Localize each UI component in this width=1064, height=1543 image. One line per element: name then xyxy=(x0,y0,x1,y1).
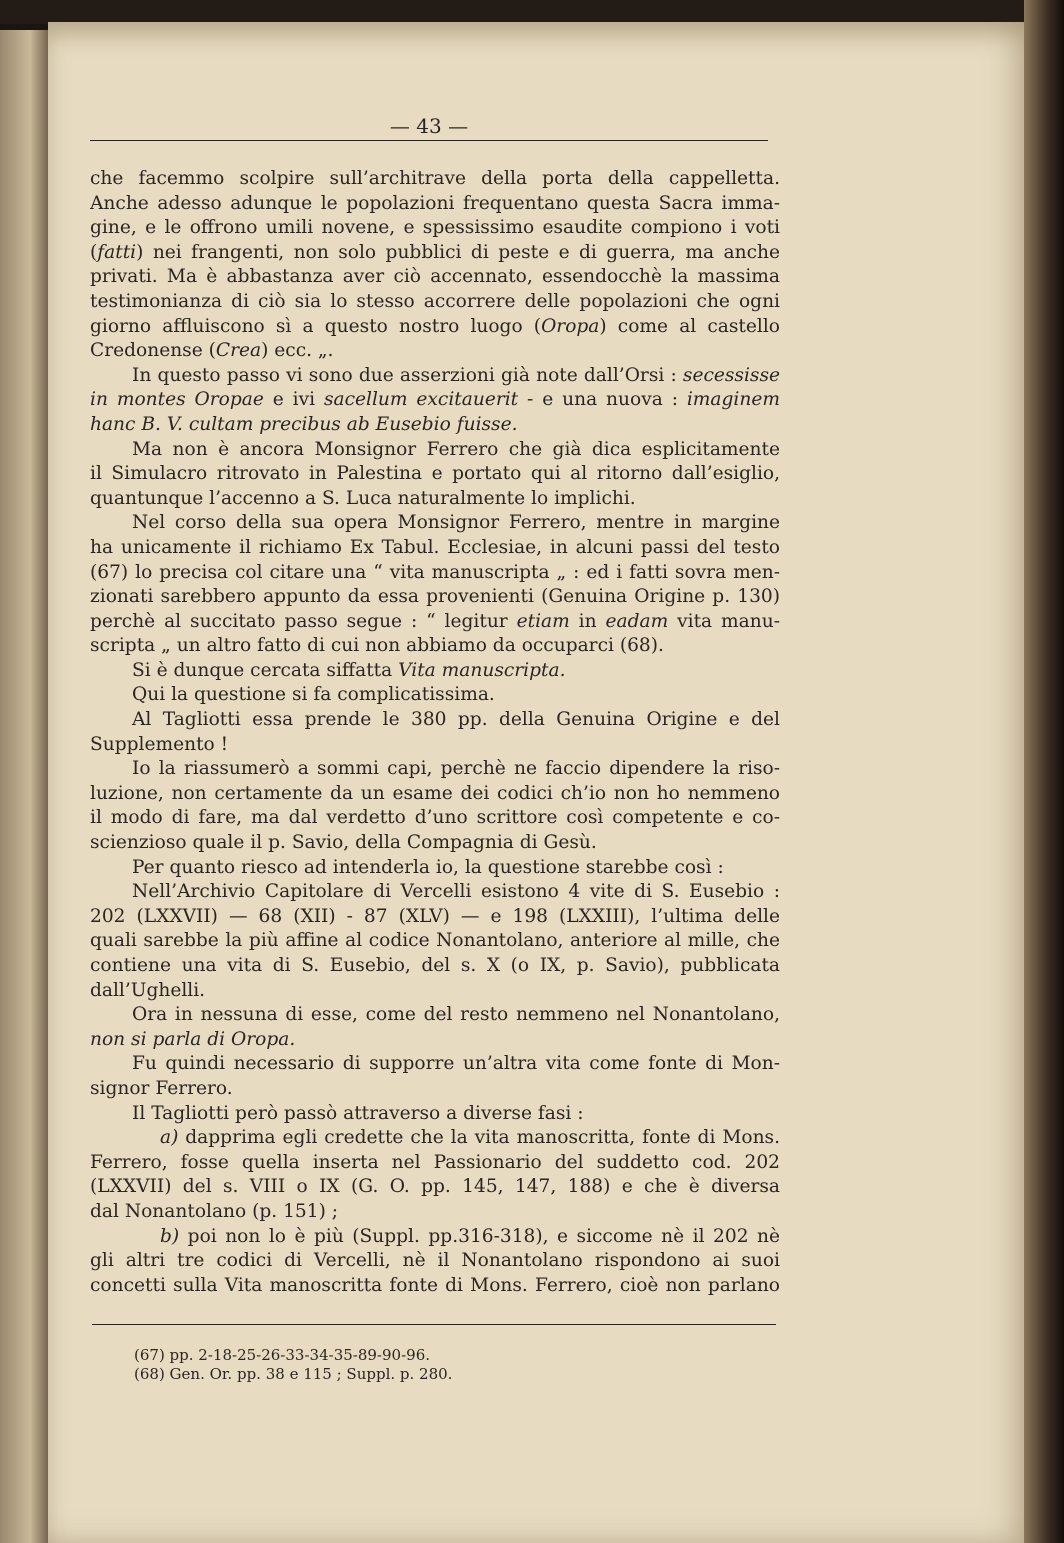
text-run: gli altri tre codici di Vercelli, nè il Nonantolano rispondono ai suoi xyxy=(90,1250,780,1272)
text-line xyxy=(90,561,780,586)
text-run: Supplemento ! xyxy=(90,733,229,755)
text-line xyxy=(90,929,780,954)
text-run: Ma non è ancora Monsignor Ferrero che già dica esplicitamente xyxy=(132,438,780,460)
text-run: luzione, non certamente da un esame dei codici ch’io non ho nemmeno xyxy=(90,782,780,804)
text-line xyxy=(90,954,780,979)
text-line xyxy=(90,1249,780,1274)
text-line xyxy=(90,856,780,881)
text-line xyxy=(90,1126,780,1151)
text-run: signor Ferrero. xyxy=(90,1077,233,1099)
italic-text: sacellum excitauerit xyxy=(323,389,519,411)
text-run: contiene una vita di S. Eusebio, del s. X (o IX, p. Savio), pubblicata xyxy=(90,955,780,976)
text-run: in xyxy=(569,610,606,632)
text-run: vita manu- xyxy=(668,610,780,632)
text-run: poi non lo è più (Suppl. pp.316-318), e siccome nè il 202 nè xyxy=(179,1225,780,1247)
italic-text: in montes Oropae xyxy=(90,389,264,411)
italic-text: eadam xyxy=(605,610,669,632)
italic-text: imaginem xyxy=(686,389,780,411)
text-line xyxy=(90,216,780,241)
text-run: In questo passo vi sono due asserzioni già note dall’Orsi : xyxy=(132,364,683,386)
text-line xyxy=(90,315,780,340)
text-line xyxy=(90,585,780,610)
text-run: Il Tagliotti però passò attraverso a diverse fasi : xyxy=(132,1102,584,1124)
text-line xyxy=(90,1200,780,1225)
text-line xyxy=(90,364,780,389)
text-line xyxy=(90,610,780,635)
text-run: Al Tagliotti essa prende le 380 pp. della Genuina Origine e del xyxy=(132,709,780,731)
text-run: quali sarebbe la più affine al codice Nonantolano, anteriore al mille, che xyxy=(90,930,780,952)
text-line xyxy=(90,290,780,315)
italic-text: Crea xyxy=(215,340,262,362)
text-run: Nel corso della sua opera Monsignor Ferrero, mentre in margine xyxy=(132,512,780,534)
scan-right-border xyxy=(1024,0,1064,1543)
italic-text: Vita manuscripta. xyxy=(398,659,566,681)
italic-text: b) xyxy=(160,1225,180,1247)
text-run: - e una nuova : xyxy=(518,389,687,411)
text-line xyxy=(90,1003,780,1028)
text-line xyxy=(90,659,780,684)
text-run: Si è dunque cercata siffatta xyxy=(132,659,399,681)
italic-text: a) xyxy=(160,1127,179,1149)
text-line xyxy=(90,265,780,290)
text-line xyxy=(90,1052,780,1077)
text-run: il Simulacro ritrovato in Palestina e portato qui al ritorno dall’esiglio, xyxy=(90,463,780,485)
text-run: (67) lo precisa col citare una “ vita manuscripta „ : ed i fatti sovra men- xyxy=(90,561,780,583)
text-line xyxy=(90,339,780,364)
text-run: zionati sarebbero appunto da essa provenienti (Genuina Origine p. 130) xyxy=(90,586,780,608)
page-number: — 43 — xyxy=(389,114,469,138)
text-line xyxy=(90,1225,780,1250)
text-run: e ivi xyxy=(263,389,324,411)
text-line xyxy=(90,192,780,217)
text-run: Qui la questione si fa complicatissima. xyxy=(132,684,495,706)
text-line xyxy=(90,733,780,758)
text-run: Nell’Archivio Capitolare di Vercelli esistono 4 vite di S. Eusebio : xyxy=(132,881,780,903)
text-run: testimonianza di ciò sia lo stesso accorrere delle popolazioni che ogni xyxy=(90,290,780,312)
text-run: concetti sulla Vita manoscritta fonte di Mons. Ferrero, cioè non parlano xyxy=(90,1274,780,1296)
text-line xyxy=(90,782,780,807)
text-line xyxy=(90,1077,780,1102)
text-line xyxy=(90,536,780,561)
text-line xyxy=(90,683,780,708)
text-run: Ora in nessuna di esse, come del resto nemmeno nel Nonantolano, xyxy=(132,1004,780,1026)
text-line xyxy=(90,1175,780,1200)
text-run: ) ecc. „. xyxy=(261,340,334,362)
text-line xyxy=(90,831,780,856)
footnote-67: (67) pp. 2-18-25-26-33-34-35-89-90-96. xyxy=(134,1346,431,1364)
text-line xyxy=(90,462,780,487)
facing-page-edge xyxy=(0,30,50,1543)
text-run: ) come al castello xyxy=(599,315,780,337)
text-run: dal Nonantolano (p. 151) ; xyxy=(90,1200,339,1222)
text-run: ha unicamente il richiamo Ex Tabul. Ecclesiae, in alcuni passi del testo xyxy=(90,536,780,558)
scan-top-border xyxy=(0,0,1064,24)
text-line xyxy=(90,1274,780,1299)
text-run: il modo di fare, ma dal verdetto d’uno scrittore così competente e co- xyxy=(90,807,780,829)
text-run: (LXXVII) del s. VIII o IX (G. O. pp. 145, 147, 188) e che è diversa xyxy=(90,1176,780,1198)
text-run: privati. Ma è abbastanza aver ciò accennato, essendocchè la massima xyxy=(90,266,780,288)
text-run: dapprima egli credette che la vita manoscritta, fonte di Mons. xyxy=(178,1127,780,1149)
text-line xyxy=(90,241,780,266)
italic-text: hanc B. V. cultam precibus ab Eusebio fuisse. xyxy=(90,413,518,435)
text-run: Io la riassumerò a sommi capi, perchè ne faccio dipendere la riso- xyxy=(132,758,780,780)
text-run: Anche adesso adunque le popolazioni frequentano questa Sacra imma- xyxy=(90,192,780,214)
text-line xyxy=(90,634,780,659)
italic-text: etiam xyxy=(516,610,570,632)
text-line xyxy=(90,167,780,192)
text-run: gine, e le offrono umili novene, e spessissimo esaudite compiono i voti xyxy=(90,217,780,239)
text-line xyxy=(90,388,780,413)
text-run: Fu quindi necessario di supporre un’altra vita come fonte di Mon- xyxy=(132,1053,780,1075)
text-line xyxy=(90,1102,780,1127)
text-line xyxy=(90,708,780,733)
italic-text: secessisse xyxy=(682,364,780,386)
text-run: giorno affluiscono sì a questo nostro luogo ( xyxy=(90,315,542,337)
italic-text: non si parla di Oropa. xyxy=(90,1028,296,1050)
text-line xyxy=(90,979,780,1004)
text-run: ( xyxy=(90,241,98,263)
text-run: quantunque l’accenno a S. Luca naturalmente lo implichi. xyxy=(90,487,636,509)
footnotes xyxy=(134,1346,734,1384)
italic-text: Oropa xyxy=(541,315,600,337)
footnote-68: (68) Gen. Or. pp. 38 e 115 ; Suppl. p. 280. xyxy=(134,1365,453,1383)
body-text xyxy=(90,167,780,1298)
text-line xyxy=(90,413,780,438)
text-run: scripta „ un altro fatto di cui non abbiamo da occuparci (68). xyxy=(90,635,664,657)
text-line xyxy=(90,905,780,930)
text-line xyxy=(90,487,780,512)
italic-text: fatti xyxy=(97,241,137,263)
text-line xyxy=(90,438,780,463)
text-line xyxy=(90,511,780,536)
text-run: Ferrero, fosse quella inserta nel Passionario del suddetto cod. 202 xyxy=(90,1151,780,1173)
text-line xyxy=(90,1028,780,1053)
text-line xyxy=(90,757,780,782)
text-run: Per quanto riesco ad intenderla io, la questione starebbe così : xyxy=(132,856,724,878)
text-line xyxy=(90,1151,780,1176)
header-rule xyxy=(90,140,768,141)
text-line xyxy=(90,880,780,905)
text-run: perchè al succitato passo segue : “ legitur xyxy=(90,610,517,632)
text-run: ) nei frangenti, non solo pubblici di peste e di guerra, ma anche xyxy=(136,241,780,263)
text-run: dall’Ughelli. xyxy=(90,979,206,1001)
footnote-rule xyxy=(92,1324,776,1325)
text-run: che facemmo scolpire sull’architrave della porta della cappelletta. xyxy=(90,168,780,189)
text-run: 202 (LXXVII) — 68 (XII) - 87 (XLV) — e 198 (LXXIII), l’ultima delle xyxy=(90,905,780,927)
text-run: scienzioso quale il p. Savio, della Compagnia di Gesù. xyxy=(90,832,597,854)
text-run: Credonense ( xyxy=(90,340,216,362)
text-line xyxy=(90,806,780,831)
